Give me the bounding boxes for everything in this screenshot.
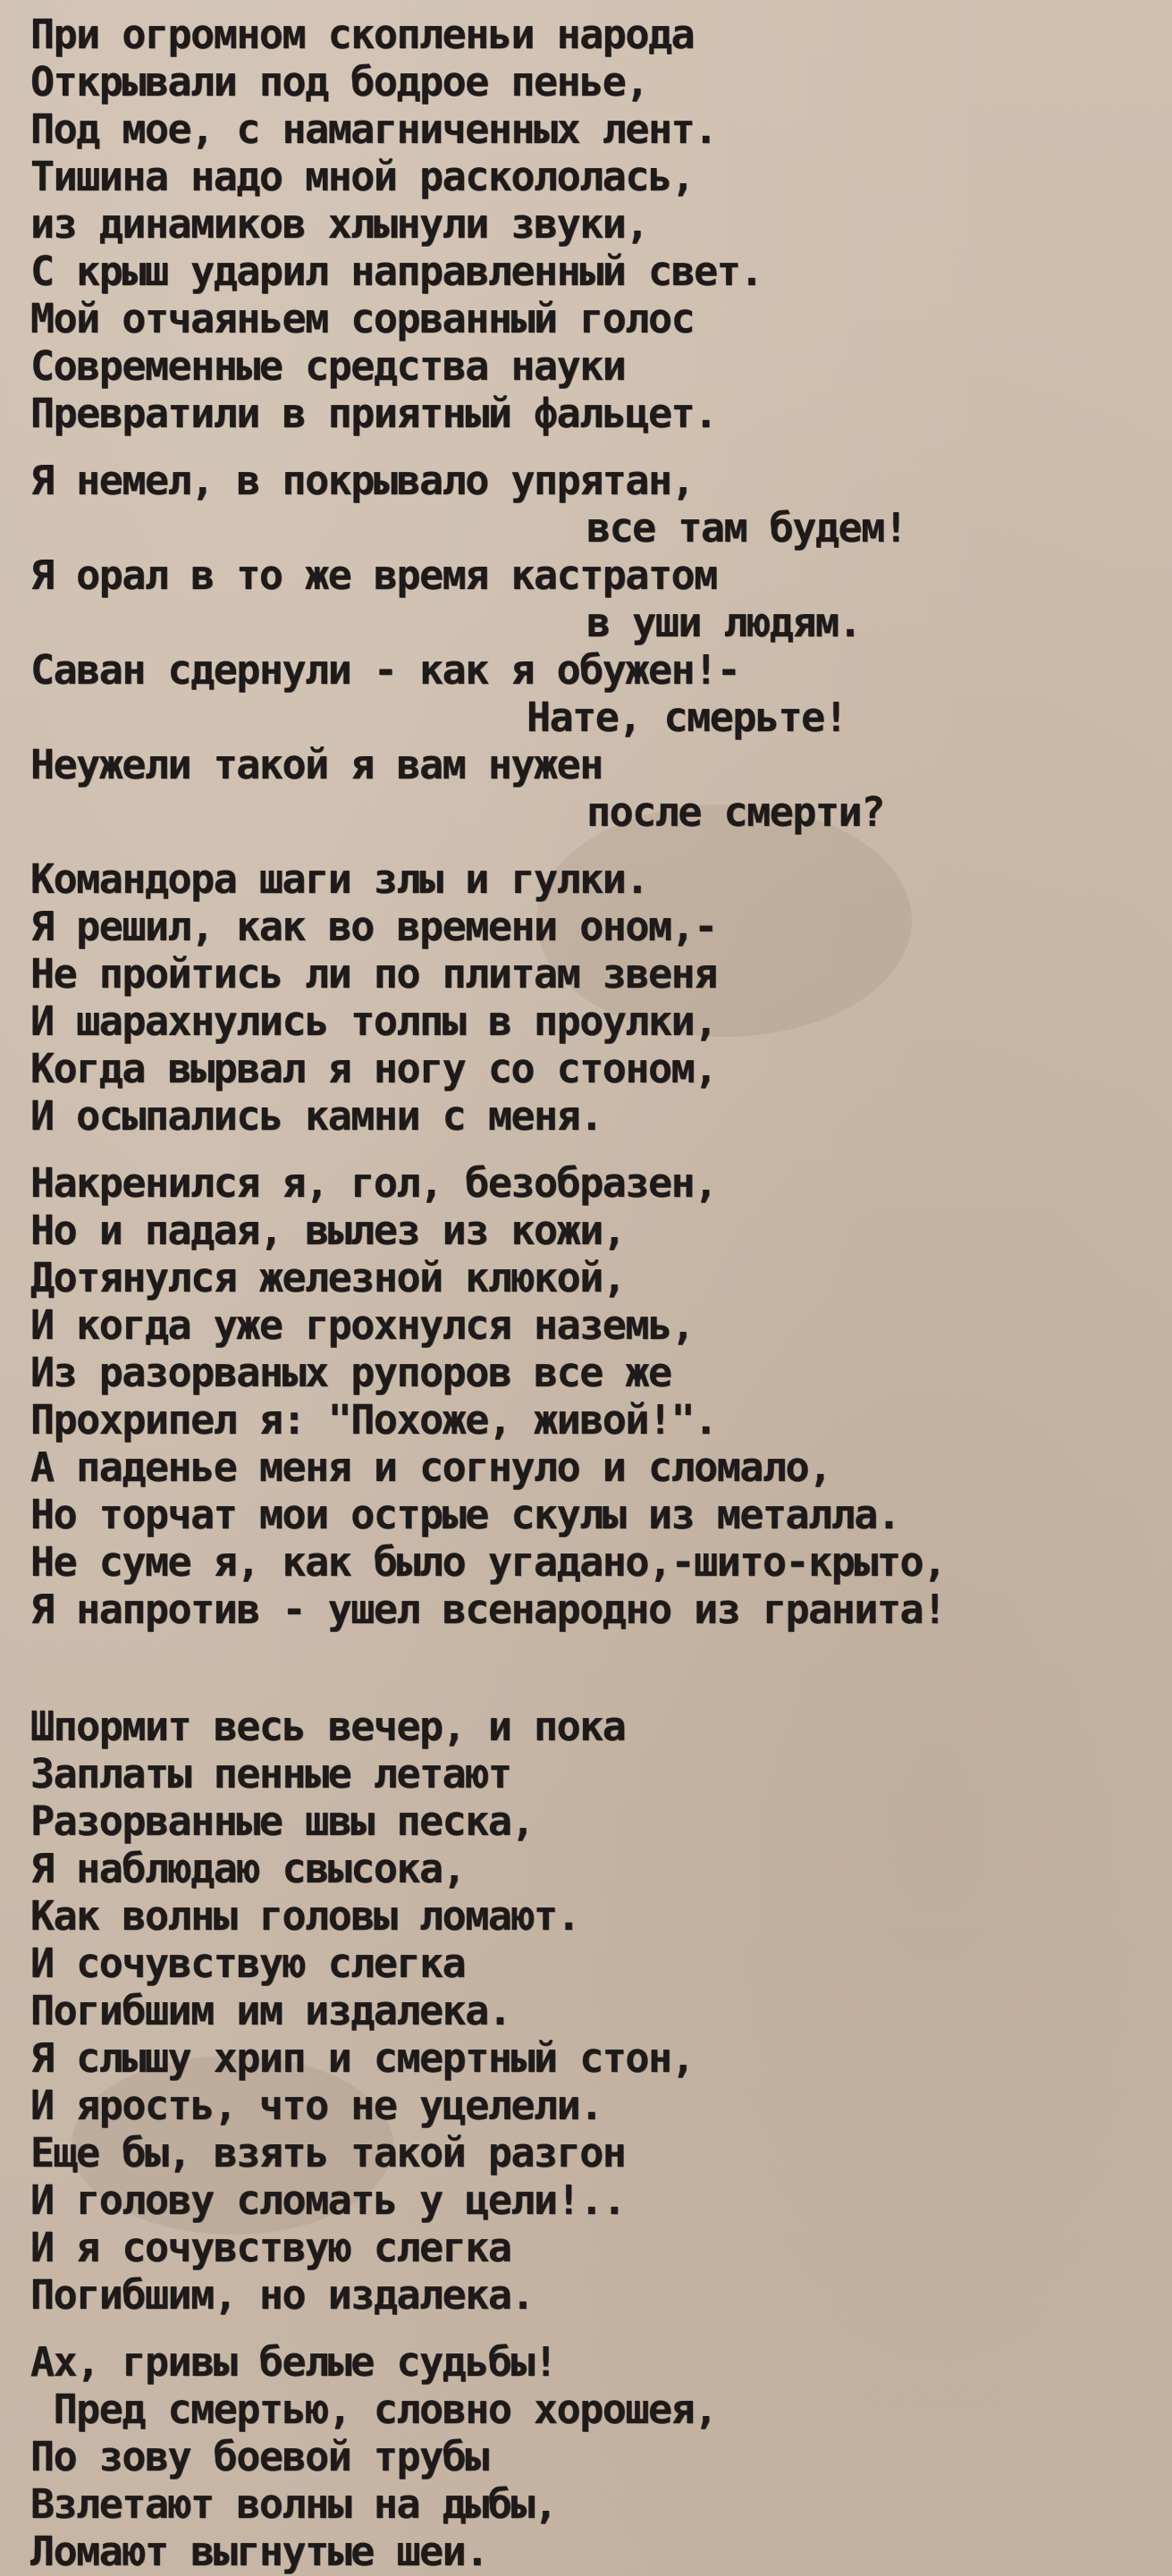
- poem-line: Под мое, с намагниченных лент.: [30, 105, 717, 153]
- poem-line: И осыпались камни с меня.: [30, 1092, 603, 1140]
- poem-line: Превратили в приятный фальцет.: [30, 390, 717, 437]
- poem-line: Дотянулся железной клюкой,: [30, 1254, 626, 1301]
- poem-line: после смерти?: [586, 788, 884, 836]
- poem-line: Я слышу хрип и смертный стон,: [30, 2034, 695, 2082]
- poem-line: Ломают выгнутые шеи.: [30, 2528, 488, 2575]
- poem-line: Командора шаги злы и гулки.: [30, 855, 648, 903]
- poem-line: Я наблюдаю свысока,: [30, 1845, 466, 1892]
- poem-line: Прохрипел я: "Похоже, живой!".: [30, 1396, 717, 1444]
- poem-line: Шпормит весь вечер, и пока: [30, 1703, 626, 1750]
- poem-line: в уши людям.: [586, 599, 862, 646]
- stanza-gap: [30, 836, 1139, 855]
- poem-line: И ярость, что не уцелели.: [30, 2082, 603, 2129]
- poem-line: И когда уже грохнулся наземь,: [30, 1301, 695, 1349]
- poem-line: Из разорваных рупоров все же: [30, 1349, 671, 1396]
- poem-line: Нате, смерьте!: [527, 694, 847, 741]
- poem-line: Я орал в то же время кастратом: [30, 551, 717, 599]
- poem-line: Накренился я, гол, безобразен,: [30, 1159, 717, 1207]
- stanza-gap: [30, 2319, 1139, 2338]
- stanza-gap: [30, 1633, 1139, 1703]
- poem-line: Еще бы, взять такой разгон: [30, 2129, 626, 2176]
- poem-line: Когда вырвал я ногу со стоном,: [30, 1045, 717, 1092]
- poem-line: Пред смертью, словно хорошея,: [30, 2386, 717, 2433]
- poem-line: И голову сломать у цели!..: [30, 2176, 626, 2224]
- stanza: [30, 1159, 1139, 1633]
- poem-line: И сочувствую слегка: [30, 1940, 466, 1987]
- poem-line: А паденье меня и согнуло и сломало,: [30, 1444, 831, 1491]
- poem-line: Взлетают волны на дыбы,: [30, 2480, 557, 2528]
- stanza: [30, 2338, 1139, 2575]
- poem-line: Заплаты пенные летают: [30, 1750, 511, 1797]
- stanza: [30, 457, 1139, 836]
- stanza-gap: [30, 437, 1139, 457]
- poem-line: Открывали под бодрое пенье,: [30, 58, 648, 105]
- stanza: [30, 1703, 1139, 2319]
- stanza-gap: [30, 1140, 1139, 1159]
- poem-line: Я решил, как во времени оном,-: [30, 903, 717, 950]
- poem-line: Неужели такой я вам нужен: [30, 741, 603, 788]
- poem-line: Мой отчаяньем сорванный голос: [30, 295, 695, 342]
- poem-line: Не суме я, как было угадано,-шито-крыто,: [30, 1538, 946, 1586]
- poem-line: Не пройтись ли по плитам звеня: [30, 950, 717, 998]
- poem-line: С крыш ударил направленный свет.: [30, 248, 763, 295]
- poem-line: Я немел, в покрывало упрятан,: [30, 457, 695, 504]
- poem-line: Погибшим им издалека.: [30, 1987, 511, 2034]
- poem-line: Современные средства науки: [30, 342, 626, 390]
- poem-line: И я сочувствую слегка: [30, 2224, 511, 2271]
- poem-line: Но торчат мои острые скулы из металла.: [30, 1491, 900, 1538]
- typewritten-poem: [30, 11, 1139, 2575]
- poem-line: все там будем!: [586, 504, 907, 551]
- poem-line: Погибшим, но издалека.: [30, 2271, 535, 2319]
- poem-line: из динамиков хлынули звуки,: [30, 200, 648, 248]
- poem-line: Разорванные швы песка,: [30, 1797, 535, 1845]
- poem-line: По зову боевой трубы: [30, 2433, 488, 2480]
- stanza: [30, 855, 1139, 1140]
- poem-line: Саван сдернули - как я обужен!-: [30, 646, 740, 694]
- poem-line: И шарахнулись толпы в проулки,: [30, 998, 717, 1045]
- stanza: [30, 11, 1139, 437]
- poem-line: При огромном скопленьи народа: [30, 11, 695, 58]
- poem-line: Но и падая, вылез из кожи,: [30, 1207, 626, 1254]
- poem-line: Как волны головы ломают.: [30, 1892, 580, 1940]
- poem-line: Я напротив - ушел всенародно из гранита!: [30, 1586, 946, 1633]
- poem-line: Тишина надо мной раскололась,: [30, 153, 695, 200]
- poem-line: Ах, гривы белые судьбы!: [30, 2338, 557, 2386]
